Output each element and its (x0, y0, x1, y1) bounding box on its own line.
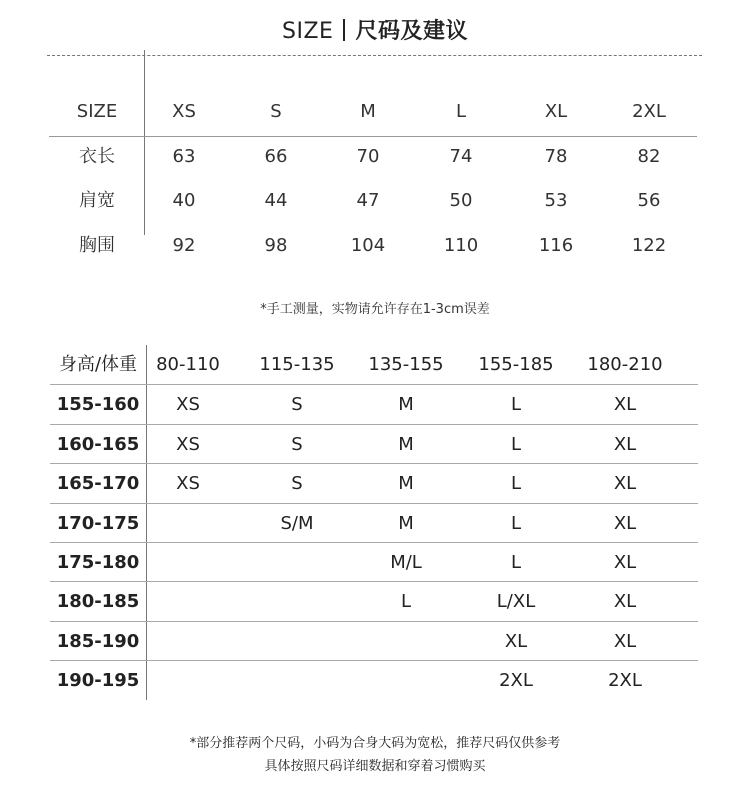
recommended-size-cell: XL (613, 630, 637, 652)
recommended-size-cell: M (398, 473, 414, 495)
weight-range-label: 180-210 (587, 354, 663, 375)
note-line-2: 具体按照尺码详细数据和穿着习惯购买 (264, 759, 486, 774)
recommended-size-cell (243, 661, 351, 700)
height-range-label: 185-190 (56, 630, 140, 652)
weight-range-label: 80-110 (156, 354, 220, 375)
measurement-header-row (47, 97, 697, 127)
weight-range-label: 135-155 (368, 354, 444, 375)
measurement-row-label: 衣长 (79, 146, 115, 167)
height-range-label: 170-175 (56, 512, 140, 534)
recommended-size-cell: S (291, 473, 303, 495)
recommended-size-cell: XS (176, 473, 200, 495)
measurement-cell: 74 (449, 146, 473, 167)
recommendation-row (50, 542, 698, 582)
recommended-size-cell: XL (613, 433, 637, 455)
measurement-cell: XS (172, 101, 196, 122)
measurement-cell: 104 (350, 235, 386, 256)
recommended-size-cell (134, 661, 242, 700)
title-separator (343, 19, 345, 41)
measurement-cell: 70 (356, 146, 380, 167)
recommended-size-cell: XL (613, 512, 637, 534)
measurement-row-label: 胸围 (79, 235, 115, 256)
measurement-cell: 78 (544, 146, 568, 167)
measurement-header-rule (49, 136, 697, 137)
recommended-size-cell: 2XL (608, 670, 642, 692)
measurement-cell: M (360, 101, 376, 122)
recommended-size-cell: XL (613, 473, 637, 495)
recommended-size-cell: M (398, 433, 414, 455)
recommended-size-cell: S (291, 433, 303, 455)
dotted-divider (47, 55, 702, 56)
height-range-label: 身高/体重 (58, 354, 138, 375)
measurement-row (47, 186, 697, 216)
recommended-size-cell: 2XL (499, 670, 533, 692)
measurement-cell: 98 (264, 235, 288, 256)
measurement-cell: 40 (172, 190, 196, 211)
recommended-size-cell: XL (613, 552, 637, 573)
measurement-cell: 82 (637, 146, 661, 167)
page-title (0, 14, 750, 45)
measurement-cell: S (270, 101, 282, 122)
recommendation-row (50, 621, 698, 661)
measurement-cell: 63 (172, 146, 196, 167)
measurement-cell: 44 (264, 190, 288, 211)
measurement-cell: 110 (443, 235, 479, 256)
title-cn: 尺码及建议 (355, 19, 468, 44)
height-range-label: 190-195 (56, 670, 140, 692)
height-range-label: 165-170 (56, 473, 140, 495)
height-range-label: 155-160 (56, 394, 140, 416)
height-range-label: 160-165 (56, 433, 140, 455)
recommendation-row (50, 384, 698, 424)
measurement-row (47, 142, 697, 172)
recommended-size-cell: L (510, 394, 522, 416)
measurement-row-label: SIZE (76, 101, 118, 122)
recommended-size-cell: XS (176, 394, 200, 416)
measurement-cell: 53 (544, 190, 568, 211)
measurement-cell: 92 (172, 235, 196, 256)
recommended-size-cell (134, 543, 242, 582)
measurement-cell: L (455, 101, 467, 122)
recommendation-row (50, 503, 698, 543)
recommended-size-cell (352, 661, 460, 700)
recommended-size-cell: L (510, 473, 522, 495)
recommended-size-cell (352, 622, 460, 661)
recommended-size-cell: XL (504, 630, 528, 652)
weight-range-label: 155-185 (478, 354, 554, 375)
measurement-cell: 47 (356, 190, 380, 211)
recommended-size-cell: S/M (280, 512, 314, 534)
measurement-cell: 50 (449, 190, 473, 211)
title-en: SIZE (282, 19, 334, 44)
recommended-size-cell: M/L (390, 552, 422, 573)
recommended-size-cell: M (398, 394, 414, 416)
height-range-label: 180-185 (56, 591, 140, 613)
recommendation-note (0, 732, 750, 778)
recommended-size-cell: L (510, 512, 522, 534)
recommended-size-cell: M (398, 512, 414, 534)
recommended-size-cell (243, 582, 351, 621)
measurement-row (47, 231, 697, 261)
weight-range-label: 115-135 (259, 354, 335, 375)
recommended-size-cell: L (400, 591, 412, 613)
recommended-size-cell: L/XL (496, 591, 536, 613)
recommendation-header-row (50, 345, 698, 384)
note-line-1: *部分推荐两个尺码，小码为合身大码为宽松，推荐尺码仅供参考 (189, 736, 561, 751)
recommended-size-cell (134, 622, 242, 661)
measurement-row-label: 肩宽 (79, 190, 115, 211)
recommended-size-cell: XL (613, 591, 637, 613)
measurement-cell: 56 (637, 190, 661, 211)
recommendation-row (50, 424, 698, 464)
recommended-size-cell: XL (613, 394, 637, 416)
measurement-cell: 116 (538, 235, 574, 256)
height-range-label: 175-180 (56, 552, 140, 573)
recommended-size-cell (134, 504, 242, 543)
recommendation-row (50, 581, 698, 621)
recommended-size-cell: L (510, 433, 522, 455)
measurement-note: *手工测量，实物请允许存在1-3cm误差 (260, 302, 490, 317)
recommended-size-cell: S (291, 394, 303, 416)
recommended-size-cell: XS (176, 433, 200, 455)
recommended-size-cell (134, 582, 242, 621)
measurement-cell: 122 (631, 235, 667, 256)
measurement-cell: 2XL (632, 101, 666, 122)
recommended-size-cell (243, 543, 351, 582)
recommendation-row (50, 463, 698, 503)
recommendation-row (50, 660, 698, 700)
measurement-cell: XL (544, 101, 568, 122)
recommended-size-cell: L (510, 552, 522, 573)
measurement-cell: 66 (264, 146, 288, 167)
recommended-size-cell (243, 622, 351, 661)
